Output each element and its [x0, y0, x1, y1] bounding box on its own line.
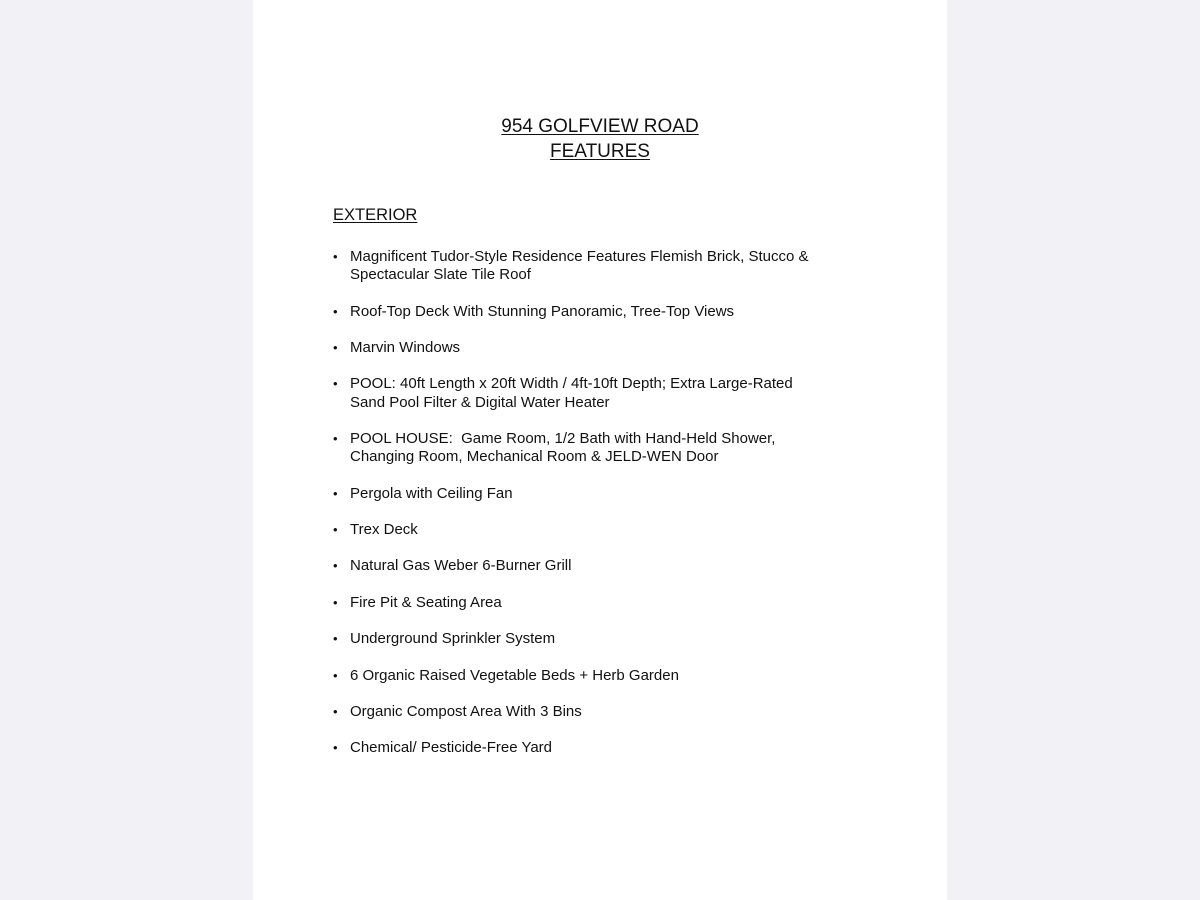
- list-item: [333, 248, 853, 284]
- feature-text: POOL HOUSE: Game Room, 1/2 Bath with Hand-Held Shower,: [350, 429, 776, 447]
- bullet-icon: •: [333, 558, 338, 574]
- bullet-icon: •: [333, 430, 338, 446]
- feature-text-continued: Sand Pool Filter & Digital Water Heater: [350, 393, 610, 411]
- bullet-icon: •: [333, 303, 338, 319]
- feature-text: Organic Compost Area With 3 Bins: [350, 702, 582, 720]
- bullet-icon: •: [333, 376, 338, 392]
- bullet-icon: •: [333, 485, 338, 501]
- feature-text: Underground Sprinkler System: [350, 630, 556, 648]
- bullet-icon: •: [333, 667, 338, 683]
- feature-text: Natural Gas Weber 6-Burner Grill: [350, 557, 572, 575]
- bullet-icon: •: [333, 521, 338, 537]
- bullet-icon: •: [333, 740, 338, 756]
- feature-text: POOL: 40ft Length x 20ft Width / 4ft-10ft Depth; Extra Large-Rated: [350, 375, 793, 393]
- feature-text: Pergola with Ceiling Fan: [350, 484, 513, 502]
- title-features: FEATURES: [550, 141, 650, 162]
- list-item: [333, 521, 853, 539]
- list-item: [333, 594, 853, 612]
- list-item: [333, 739, 853, 757]
- list-item: [333, 485, 853, 503]
- feature-text: Fire Pit & Seating Area: [350, 593, 502, 611]
- feature-text-continued: Changing Room, Mechanical Room & JELD-WEN Door: [350, 448, 719, 466]
- feature-text: 6 Organic Raised Vegetable Beds + Herb Garden: [350, 666, 679, 684]
- title-address: 954 GOLFVIEW ROAD: [501, 116, 699, 137]
- feature-list: [333, 248, 853, 776]
- feature-text: Magnificent Tudor-Style Residence Features Flemish Brick, Stucco &: [350, 248, 809, 265]
- list-item: [333, 430, 853, 466]
- feature-text: Chemical/ Pesticide-Free Yard: [350, 739, 553, 757]
- page-title: [253, 114, 947, 164]
- list-item: [333, 375, 853, 411]
- list-item: [333, 339, 853, 357]
- list-item: [333, 303, 853, 321]
- list-item: [333, 630, 853, 648]
- list-item: [333, 667, 853, 685]
- section-heading-exterior: EXTERIOR: [333, 206, 418, 224]
- bullet-icon: •: [333, 249, 338, 264]
- feature-text: Marvin Windows: [350, 338, 461, 356]
- feature-text: Trex Deck: [350, 520, 418, 538]
- list-item: [333, 557, 853, 575]
- bullet-icon: •: [333, 703, 338, 719]
- bullet-icon: •: [333, 594, 338, 610]
- list-item: [333, 703, 853, 721]
- document-page: [253, 0, 947, 900]
- bullet-icon: •: [333, 339, 338, 355]
- feature-text: Roof-Top Deck With Stunning Panoramic, Tree-Top Views: [350, 302, 735, 320]
- feature-text-continued: Spectacular Slate Tile Roof: [350, 266, 531, 284]
- bullet-icon: •: [333, 631, 338, 647]
